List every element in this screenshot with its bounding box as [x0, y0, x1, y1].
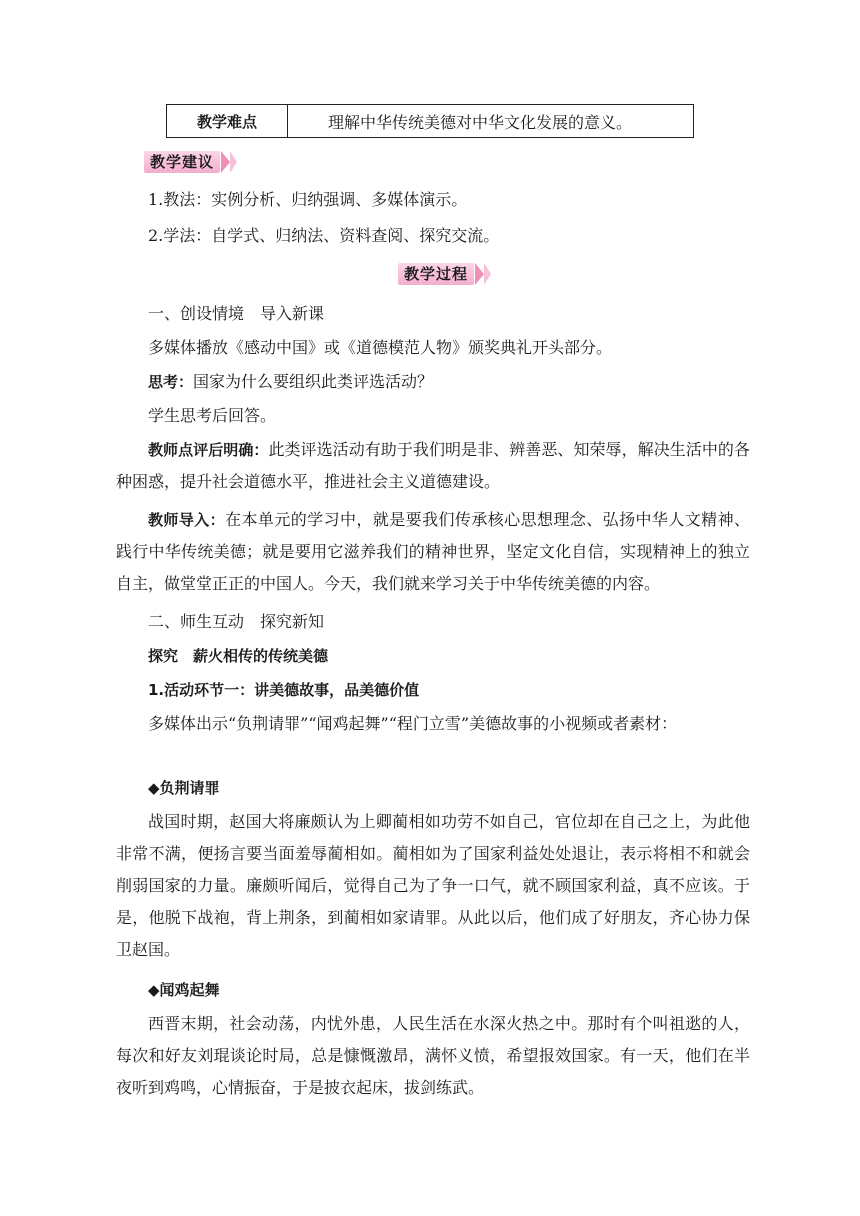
section1-title: 一、创设情境 导入新课 [148, 304, 325, 323]
explore-heading: 探究 薪火相传的传统美德 [148, 647, 329, 665]
section2-title: 二、师生互动 探究新知 [148, 612, 325, 631]
comment-text: 此类评选活动有助于我们明是非、辨善恶、知荣辱，解决生活中的各种困惑，提升社会道德水平，推进社会主义道德建设。 [116, 440, 750, 491]
intro-label: 教师导入： [148, 511, 226, 529]
tag-arrow-icon [484, 263, 491, 285]
comment-label: 教师点评后明确： [148, 441, 269, 459]
table-value: 理解中华传统美德对中华文化发展的意义。 [328, 112, 633, 132]
process-tag [398, 262, 491, 286]
teaching-method: 1.教法：实例分析、归纳强调、多媒体演示。 [148, 190, 468, 209]
story1-text: 战国时期，赵国大将廉颇认为上卿蔺相如功劳不如自己，官位却在自己之上，为此他非常不满，便扬言要当面羞辱蔺相如。蔺相如为了国家利益处处退让，表示将相不和就会削弱国家的力量。廉颇听闻后，觉得自己为了争一口气，就不顾国家利益，真不应该。于是，他脱下战袍，背上荆条，到蔺相如家请罪。从此以后，他们成了好朋友，齐心协力保卫赵国。 [116, 812, 750, 959]
difficulty-table [166, 104, 694, 138]
learning-method: 2.学法：自学式、归纳法、资料查阅、探究交流。 [148, 226, 500, 245]
story2-text: 西晋末期，社会动荡，内忧外患，人民生活在水深火热之中。那时有个叫祖逖的人，每次和好友刘琨谈论时局，总是慷慨激昂，满怀义愤，希望报效国家。有一天，他们在半夜听到鸡鸣，心情振奋，于是披衣起床，拔剑练武。 [116, 1014, 750, 1097]
think-label: 思考： [148, 373, 194, 391]
tag-arrow-icon [230, 151, 237, 173]
tag-arrow-icon [221, 151, 230, 173]
teacher-comment [116, 434, 750, 498]
section1-media: 多媒体播放《感动中国》或《道德模范人物》颁奖典礼开头部分。 [148, 338, 613, 357]
teacher-intro [116, 504, 750, 600]
think-text: 国家为什么要组织此类评选活动？ [193, 372, 434, 391]
suggestion-tag-label: 教学建议 [144, 151, 220, 173]
activity-text: 多媒体出示“负荆请罪”“闻鸡起舞”“程门立雪”美德故事的小视频或者素材： [148, 714, 678, 733]
student-answer: 学生思考后回答。 [148, 406, 277, 425]
tag-arrow-icon [475, 263, 484, 285]
think-line [148, 366, 788, 398]
story1-title: ◆负荆请罪 [148, 779, 220, 797]
activity1-heading: 1.活动环节一：讲美德故事，品美德价值 [148, 681, 420, 699]
suggestion-tag [144, 150, 237, 174]
story2-title: ◆闻鸡起舞 [148, 981, 220, 999]
intro-text: 在本单元的学习中，就是要我们传承核心思想理念、弘扬中华人文精神、践行中华传统美德；就是要用它滋养我们的精神世界，坚定文化自信，实现精神上的独立自主，做堂堂正正的中国人。今天，我们就来学习关于中华传统美德的内容。 [116, 510, 750, 593]
process-tag-label: 教学过程 [398, 263, 474, 285]
table-header: 教学难点 [167, 105, 288, 137]
